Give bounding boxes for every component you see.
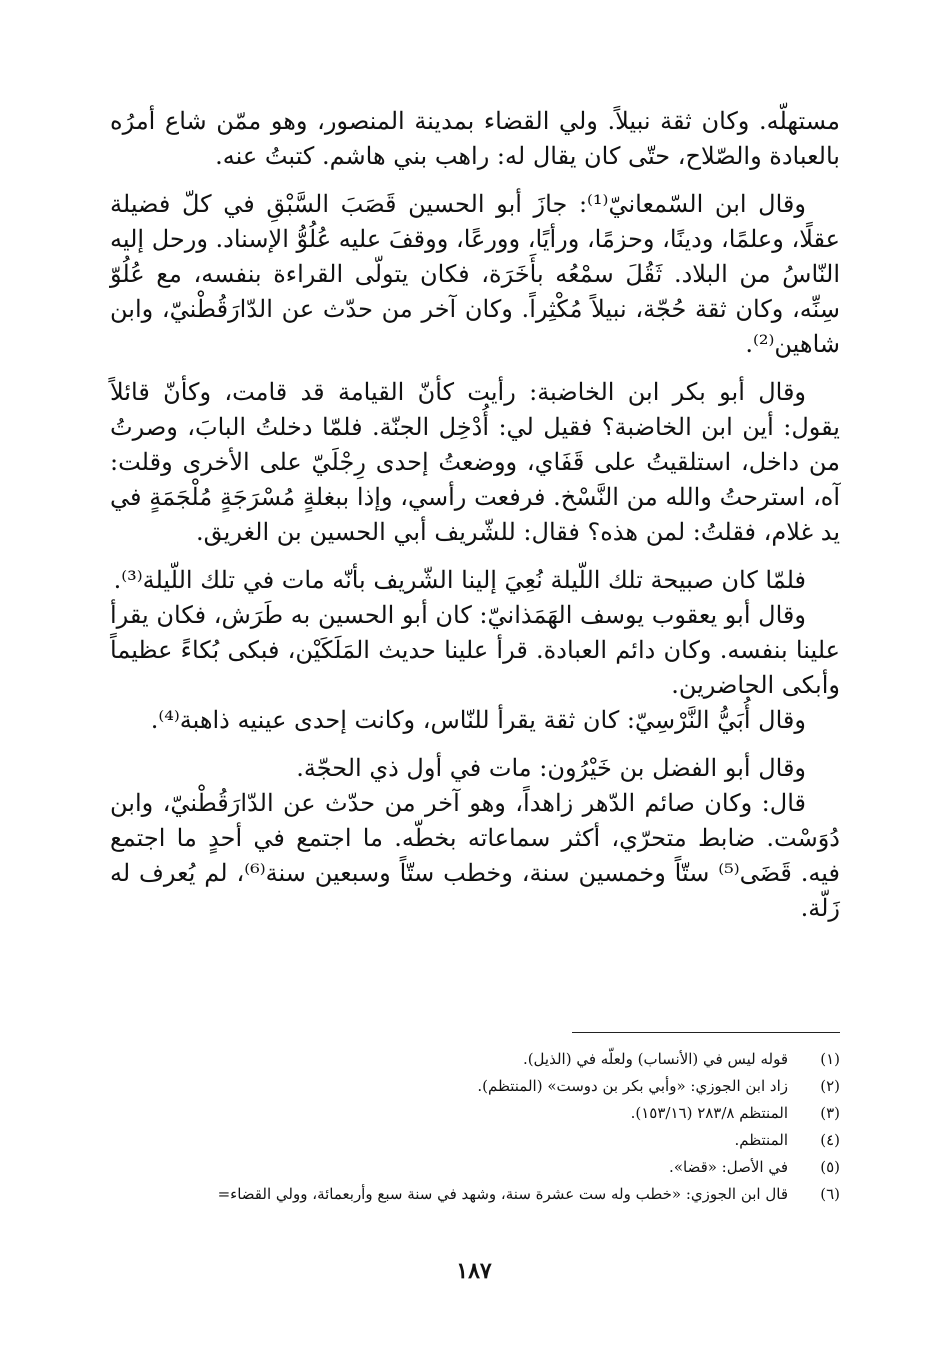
footnote-number: (٤): [820, 1131, 840, 1149]
footnotes: [100, 1046, 840, 1208]
paragraph-8: قال: وكان صائم الدّهر زاهداً، وهو آخر من حدّث عن الدّارَقُطْنيّ، وابن دُوَسْت. ضابط متحرّي، أكثر سماعاته بخطّه. ما اجتمع في أحدٍ ما اجتمع فيه. قَضَى⁽⁵⁾ ستّاً وخمسين سنة، وخطب ستّاً وسبعين سنة⁽⁶⁾، لم يُعرف له زَلّة.: [110, 789, 840, 922]
paragraph-2: وقال ابن السّمعانيّ⁽¹⁾: جازَ أبو الحسين قَصَبَ السَّبْقِ في كلّ فضيلة عقلًا، وعلمًا، ودينًا، وحزمًا، ورأيًا، وورعًا، ووقفَ عليه عُلُوُّ الإسناد. ورحل إليه النّاسُ من البلاد. ثَقُلَ سمْعُه بأَخَرَة، فكان يتولّى القراءة بنفسه، مع عُلُوّ سِنِّه، وكان ثقة حُجّة، نبيلاً مُكْثِراً. وكان آخر من حدّث عن الدّارَقُطْنيّ، وابن شاهين⁽²⁾.: [110, 190, 840, 358]
footnote-text: زاد ابن الجوزي: «وأبي بكر بن دوست» (المنتظم).: [477, 1077, 788, 1095]
footnote-number: (١): [820, 1050, 840, 1068]
footnote: [100, 1154, 840, 1181]
footnote-text: قوله ليس في (الأنساب) ولعلّه في (الذيل).: [522, 1050, 788, 1068]
footnote-text: المنتظم ٢٨٣/٨ (١٥٣/١٦).: [630, 1104, 788, 1122]
footnote-number: (٢): [820, 1077, 840, 1095]
paragraph-6: وقال أُبَيُّ النَّرْسِيّ: كان ثقة يقرأ للنّاس، وكانت إحدى عينيه ذاهبة⁽⁴⁾.: [150, 706, 806, 734]
paragraph-1: مستهلّه. وكان ثقة نبيلاً. ولي القضاء بمدينة المنصور، وهو ممّن شاع أمرُه بالعبادة والصّلاح، حتّى كان يقال له: راهب بني هاشم. كتبتُ عنه.: [110, 107, 840, 170]
paragraph-5: وقال أبو يعقوب يوسف الهَمَذانيّ: كان أبو الحسين به طَرَش، فكان يقرأ علينا بنفسه. وكان دائم العبادة. قرأ علينا حديث المَلَكَيْن، فبكى بُكاءً عظيماً وأبكى الحاضرين.: [110, 601, 840, 699]
footnote-text: قال ابن الجوزي: «خطب وله ست عشرة سنة، وشهد في سنة سبع وأربعمائة، وولي القضاء=: [217, 1185, 788, 1203]
page-number: ١٨٧: [456, 1258, 492, 1284]
footnote-number: (٦): [820, 1185, 840, 1203]
footnote-number: (٥): [820, 1158, 840, 1176]
footnote-text: المنتظم.: [734, 1131, 788, 1149]
paragraph-7: وقال أبو الفضل بن خَيْرُون: مات في أول ذي الحجّة.: [296, 754, 806, 782]
footnote-divider: [572, 1032, 840, 1033]
footnote: [100, 1181, 840, 1208]
footnote-number: (٣): [820, 1104, 840, 1122]
main-text: [110, 104, 840, 926]
paragraph-3: وقال أبو بكر ابن الخاضبة: رأيت كأنّ القيامة قد قامت، وكأنّ قائلاً يقول: أين ابن الخاضبة؟ فقيل لي: أُدْخِل الجنّة. فلمّا دخلتُ البابَ، وصرتُ من داخل، استلقيتُ على قَفَاي، ووضعتُ إحدى رِجْلَيّ على الأخرى وقلت: آه، استرحتُ والله من النَّسْخ. فرفعت رأسي، وإذا ببغلةٍ مُسْرَجَةٍ مُلْجَمَةٍ في يد غلام، فقلتُ: لمن هذه؟ فقال: للشّريف أبي الحسين بن الغريق.: [110, 378, 840, 546]
footnote: [100, 1073, 840, 1100]
paragraph-4: فلمّا كان صبيحة تلك اللّيلة نُعِيَ إلينا الشّريف بأنّه مات في تلك اللّيلة⁽³⁾.: [113, 566, 806, 594]
footnote: [100, 1100, 840, 1127]
footnote: [100, 1127, 840, 1154]
footnote: [100, 1046, 840, 1073]
footnote-text: في الأصل: «قضا».: [669, 1158, 788, 1176]
